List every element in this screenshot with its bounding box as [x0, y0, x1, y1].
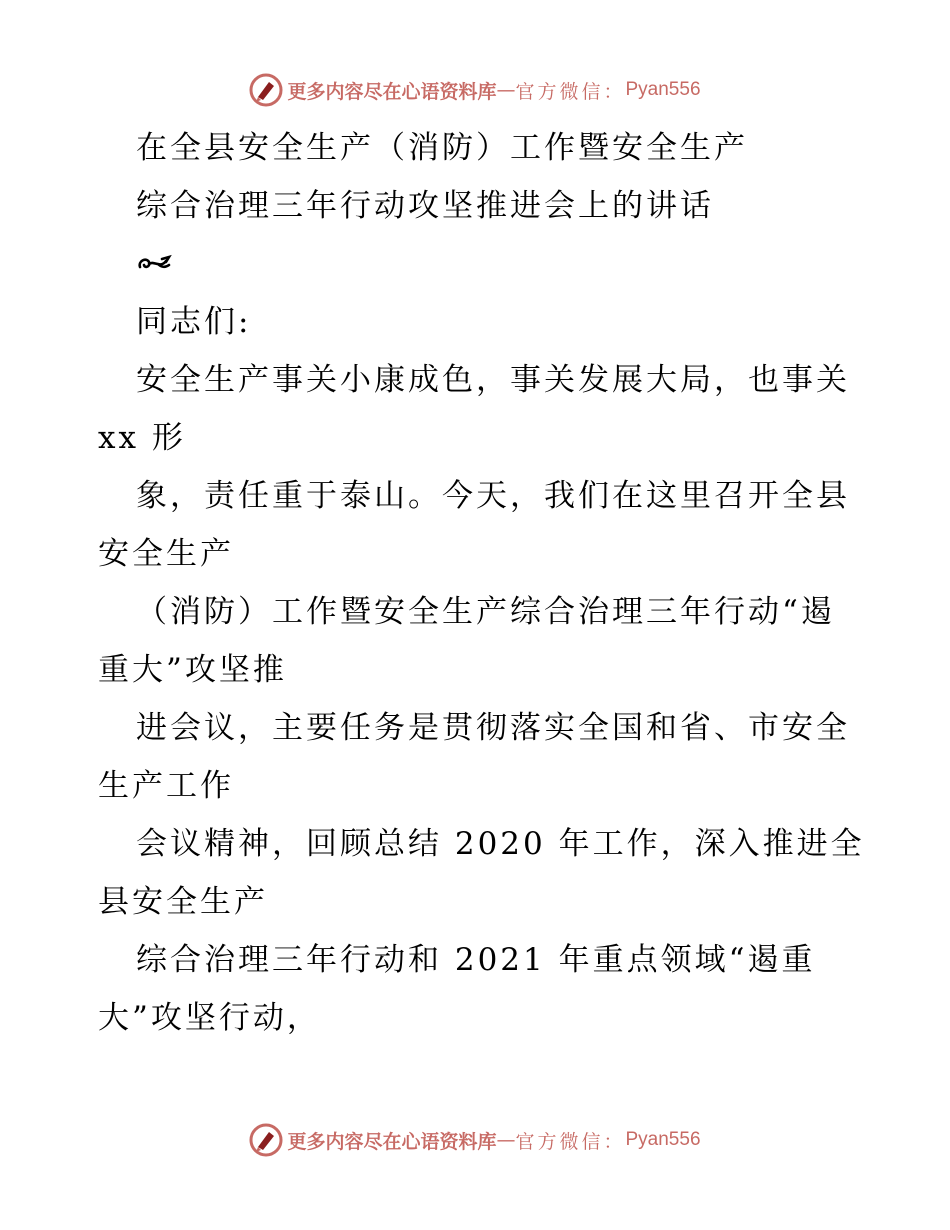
pen-logo-icon — [249, 1123, 283, 1157]
greeting: 同志们: — [136, 304, 252, 340]
body-line: （消防）工作暨安全生产综合治理三年行动“遏 — [136, 594, 835, 630]
body-line: 安全生产 — [98, 536, 234, 572]
body-line: 安全生产事关小康成色，事关发展大局，也事关 — [136, 362, 850, 398]
banner-separator: — — [496, 1129, 516, 1151]
pen-logo-icon — [249, 73, 283, 107]
body-line: xx 形 — [98, 420, 186, 456]
banner-label: 官方微信： — [515, 1130, 626, 1153]
banner-label: 官方微信： — [515, 80, 626, 103]
doc-title-line-1: 在全县安全生产（消防）工作暨安全生产 — [136, 130, 748, 166]
body-line: 综合治理三年行动和 2021 年重点领域“遏重 — [136, 942, 816, 978]
body-line: 会议精神，回顾总结 2020 年工作，深入推进全 — [136, 826, 865, 862]
banner-text: 更多内容尽在心语资料库 — [287, 80, 497, 103]
footer-banner — [0, 1120, 950, 1160]
banner-id: Pyan556 — [625, 1129, 701, 1150]
body-line: 象，责任重于泰山。今天，我们在这里召开全县 — [136, 478, 850, 514]
banner-separator: — — [496, 79, 516, 101]
banner-id: Pyan556 — [625, 79, 701, 100]
body-line: 重大”攻坚推 — [98, 652, 287, 688]
body-line: 大”攻坚行动， — [98, 1000, 321, 1036]
body-line: 进会议，主要任务是贯彻落实全国和省、市安全 — [136, 710, 850, 746]
fleuron-ornament-icon — [136, 253, 172, 275]
header-banner — [0, 70, 950, 110]
doc-title-line-2: 综合治理三年行动攻坚推进会上的讲话 — [136, 188, 714, 224]
document-body — [98, 119, 865, 1047]
body-line: 县安全生产 — [98, 884, 268, 920]
body-line: 生产工作 — [98, 768, 234, 804]
ornament-row — [98, 235, 858, 293]
banner-text: 更多内容尽在心语资料库 — [287, 1130, 497, 1153]
